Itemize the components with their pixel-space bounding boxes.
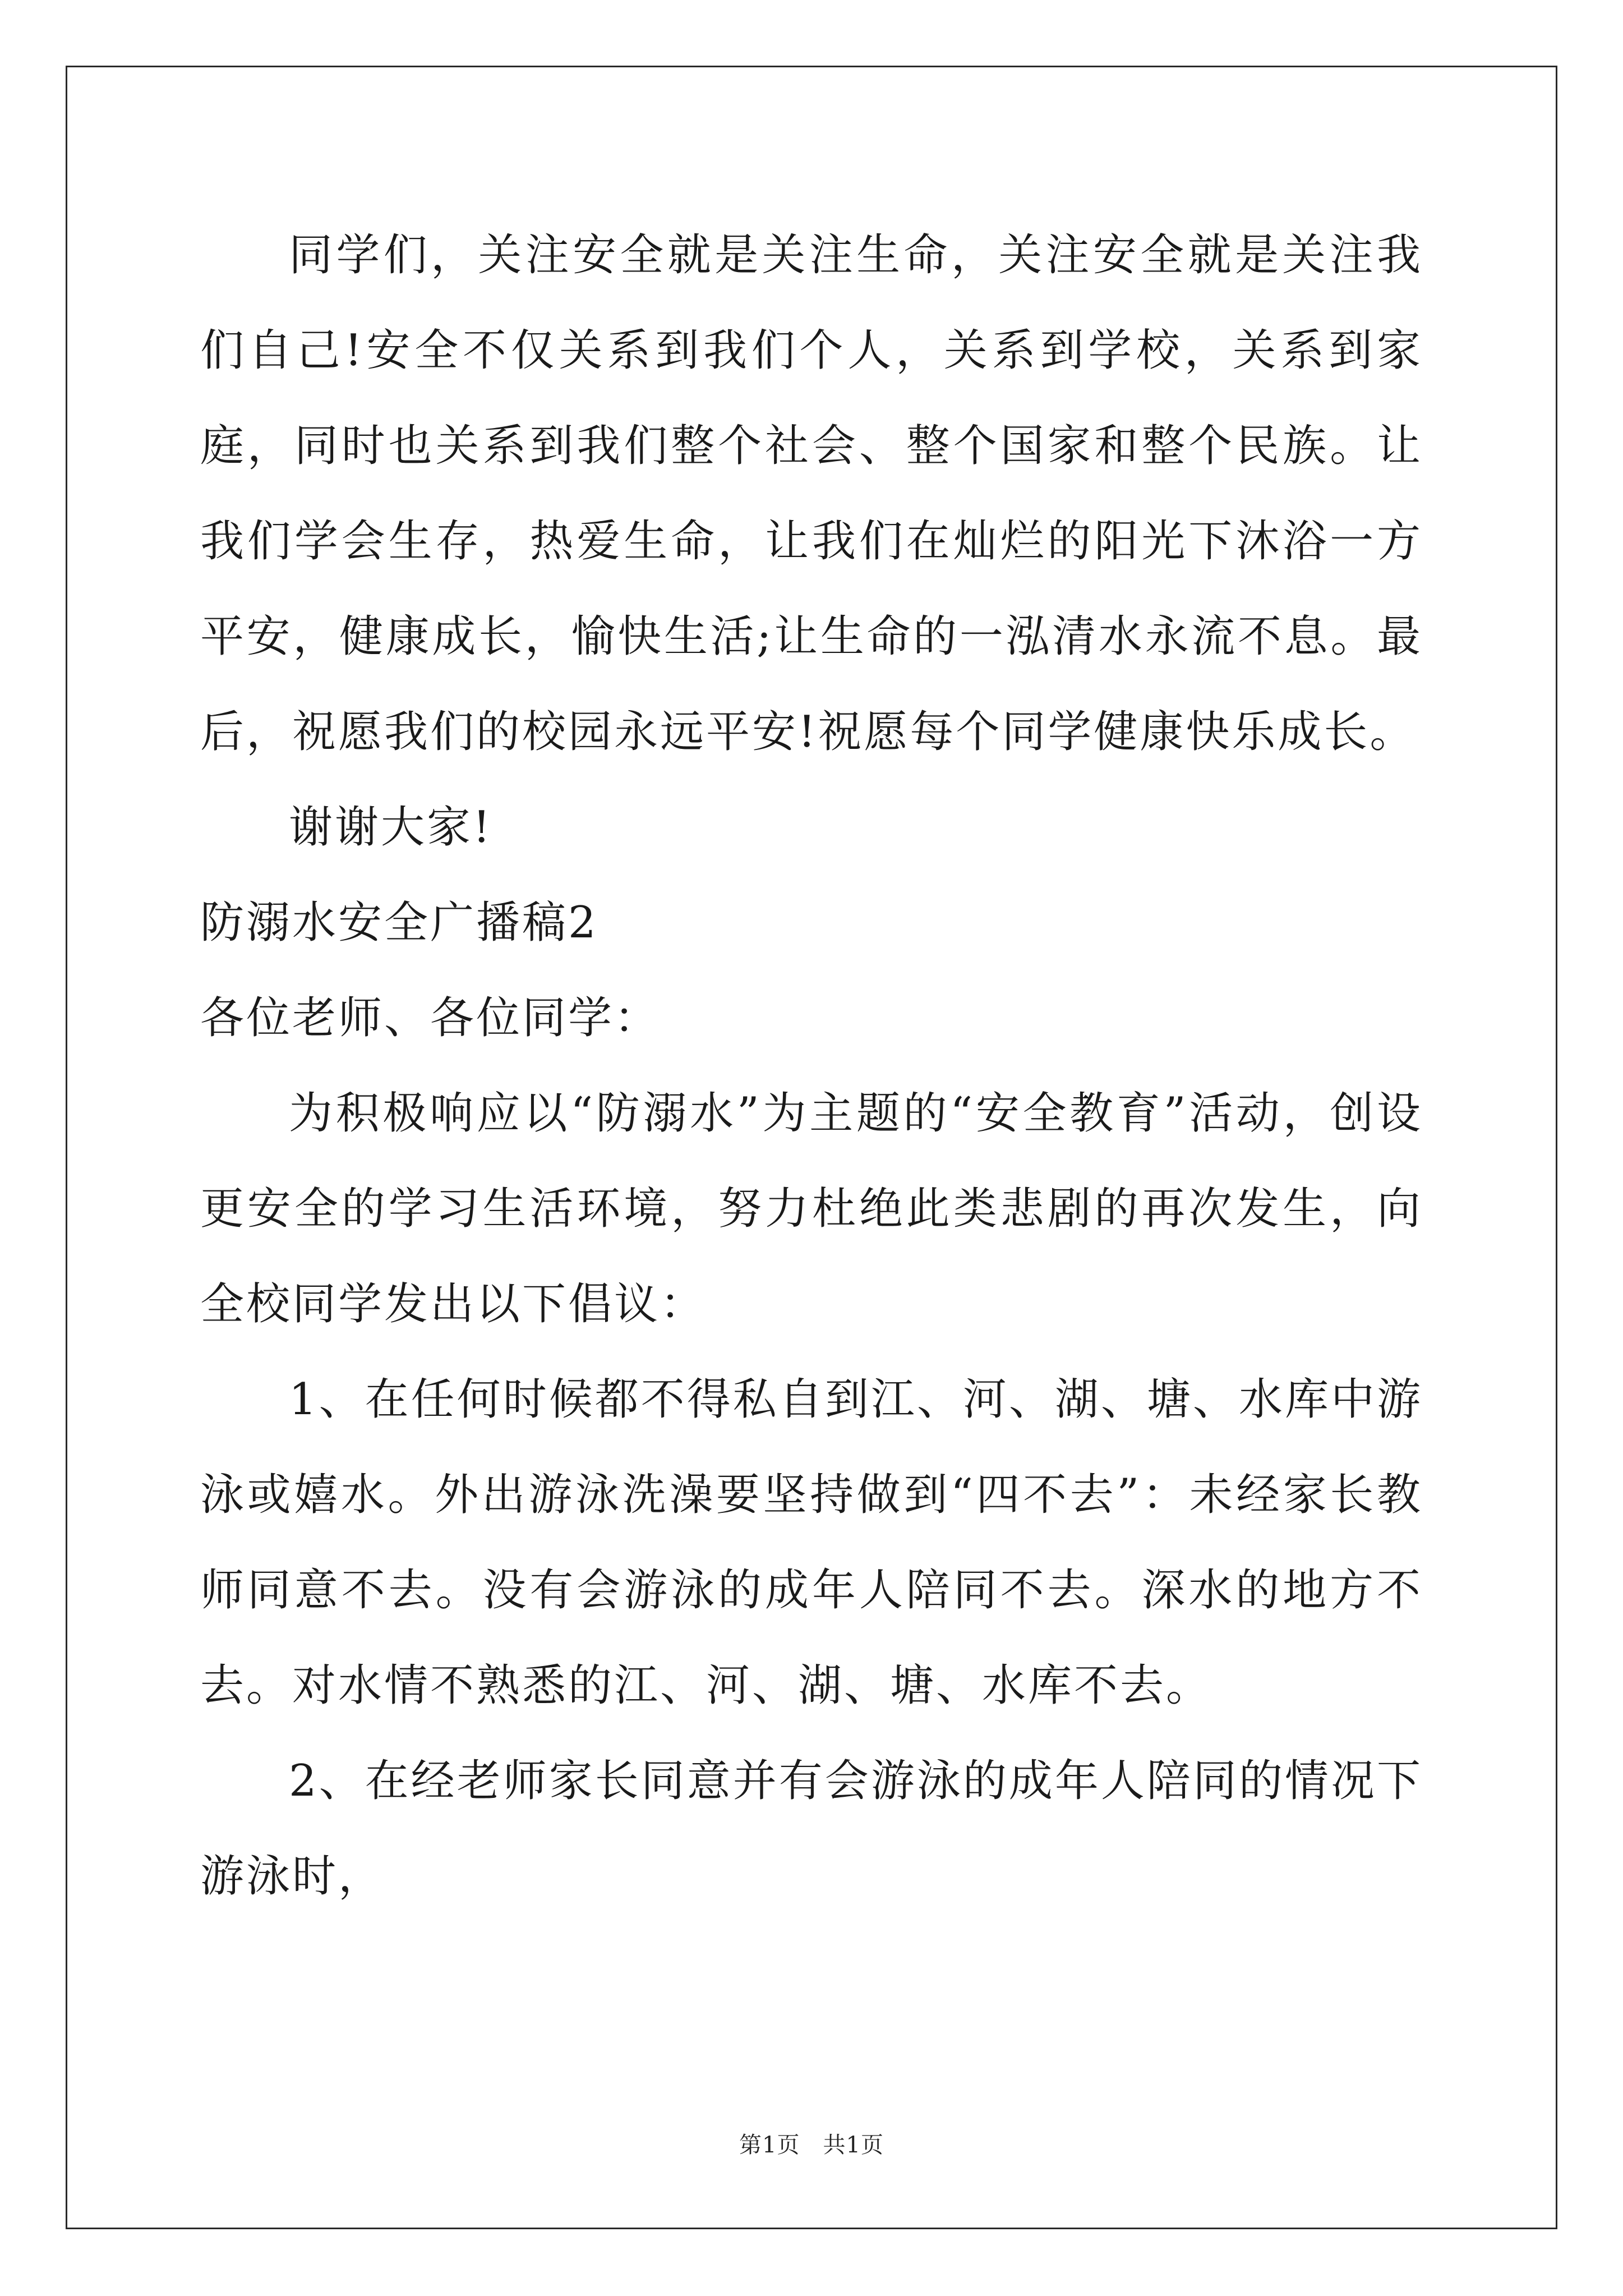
document-body	[200, 208, 1423, 1924]
paragraph-thanks: 谢谢大家!	[289, 802, 493, 853]
paragraph-initiative: 为积极响应以“防溺水”为主题的“安全教育”活动，创设更安全的学习生活环境，努力杜绝此类悲剧的再次发生，向全校同学发出以下倡议：	[200, 1088, 1423, 1329]
section-heading: 防溺水安全广播稿2	[200, 898, 598, 948]
paragraph-closing-remarks: 同学们，关注安全就是关注生命，关注安全就是关注我们自己!安全不仅关系到我们个人，关系到学校，关系到家庭，同时也关系到我们整个社会、整个国家和整个民族。让我们学会生存，热爱生命，让我们在灿烂的阳光下沐浴一方平安，健康成长，愉快生活;让生命的一泓清水永流不息。最后，祝愿我们的校园永远平安!祝愿每个同学健康快乐成长。	[200, 230, 1423, 757]
salutation: 各位老师、各位同学：	[200, 993, 661, 1043]
paragraph-rule-1: 1、在任何时候都不得私自到江、河、湖、塘、水库中游泳或嬉水。外出游泳洗澡要坚持做到“四不去”：未经家长教师同意不去。没有会游泳的成年人陪同不去。深水的地方不去。对水情不熟悉的江、河、湖、塘、水库不去。	[200, 1374, 1423, 1711]
paragraph-rule-2: 2、在经老师家长同意并有会游泳的成年人陪同的情况下游泳时，	[200, 1756, 1423, 1902]
page-footer: 第1页 共1页	[739, 2132, 884, 2158]
